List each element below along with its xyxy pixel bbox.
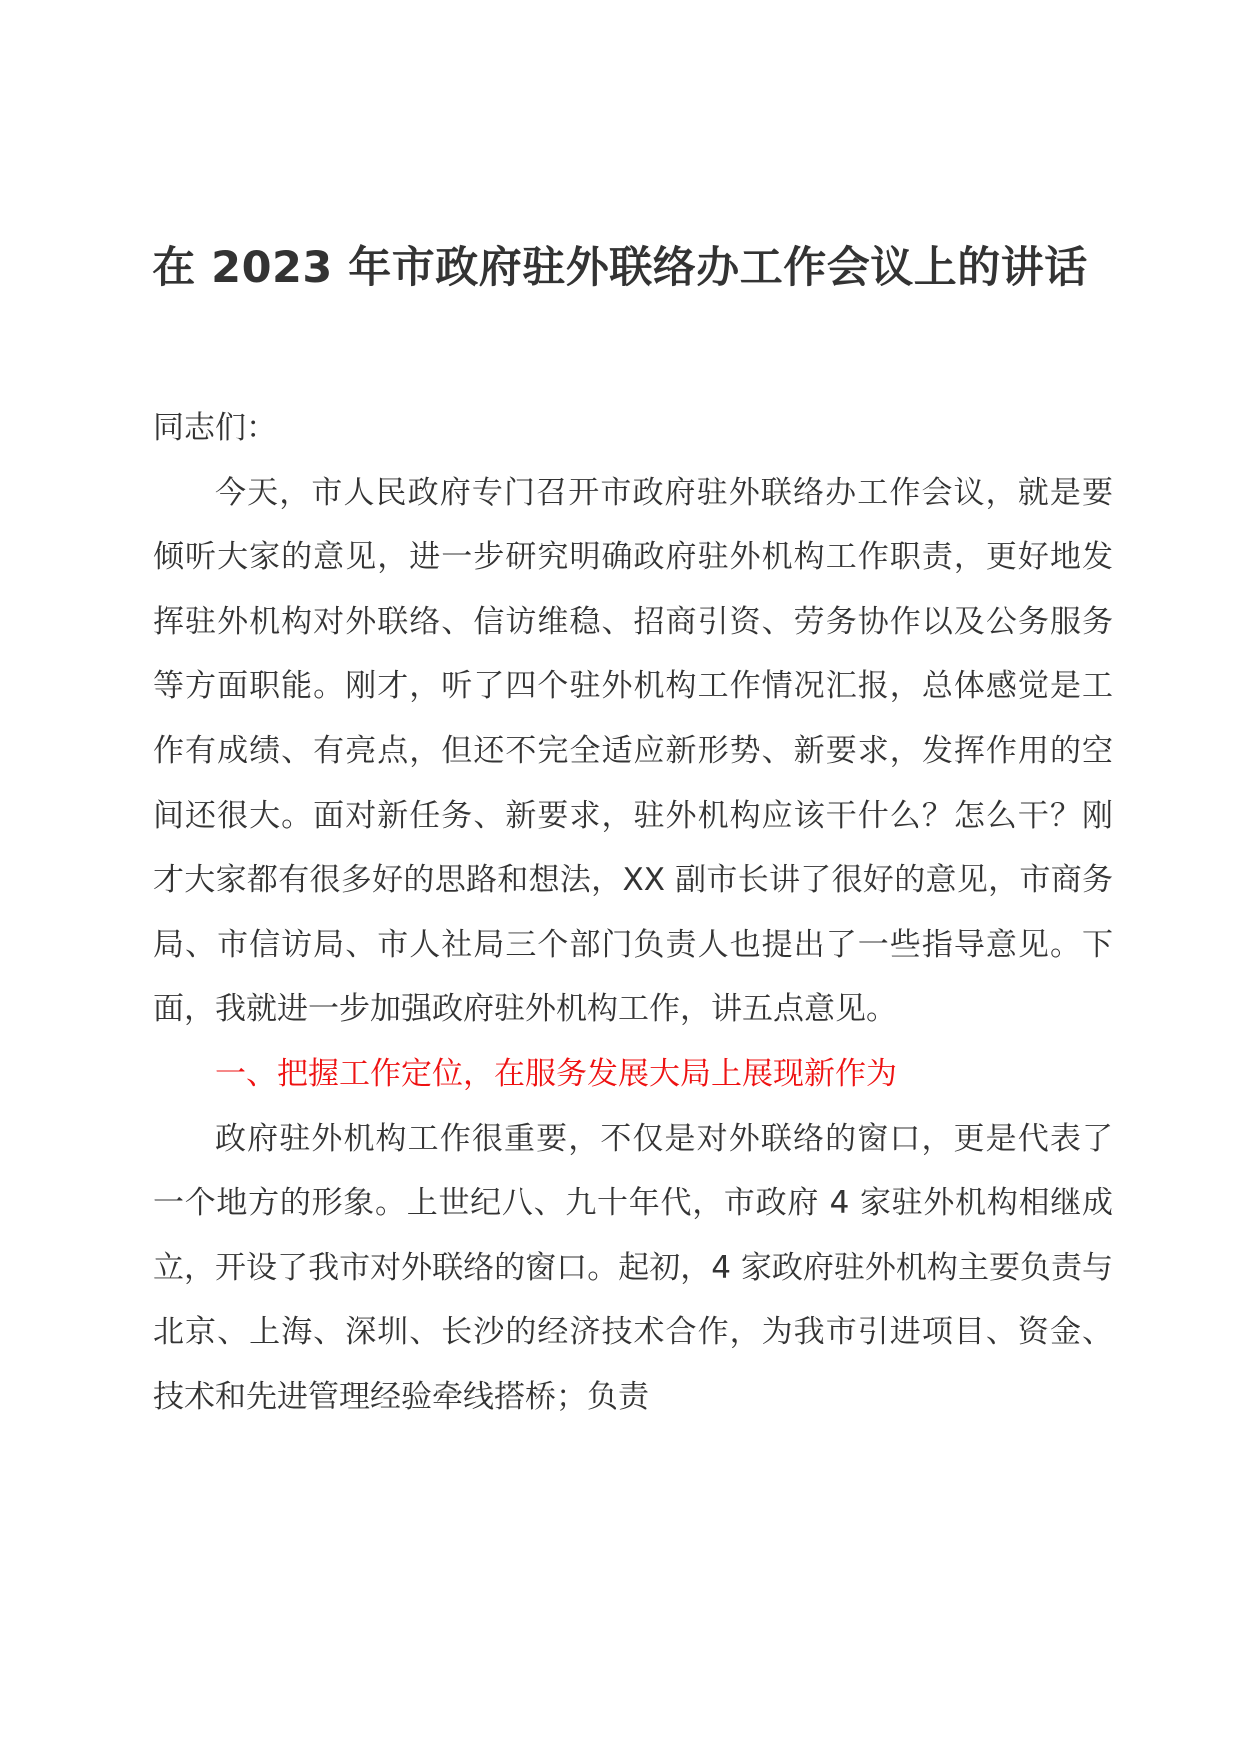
section-heading-1: 一、把握工作定位，在服务发展大局上展现新作为 xyxy=(215,1055,897,1092)
document-title: 在 2023 年市政府驻外联络办工作会议上的讲话 xyxy=(152,243,1088,293)
document-body xyxy=(153,396,1113,1430)
paragraph-section-1: 政府驻外机构工作很重要，不仅是对外联络的窗口，更是代表了一个地方的形象。上世纪八、九十年代，市政府 4 家驻外机构相继成立，开设了我市对外联络的窗口。起初，4 家政府驻外机构主要负责与北京、上海、深圳、长沙的经济技术合作，为我市引进项目、资金、技术和先进管理经验牵线搭桥；负责 xyxy=(153,1120,1113,1415)
salutation: 同志们： xyxy=(153,410,277,446)
paragraph-opening: 今天，市人民政府专门召开市政府驻外联络办工作会议，就是要倾听大家的意见，进一步研究明确政府驻外机构工作职责，更好地发挥驻外机构对外联络、信访维稳、招商引资、劳务协作以及公务服务等方面职能。刚才，听了四个驻外机构工作情况汇报，总体感觉是工作有成绩、有亮点，但还不完全适应新形势、新要求，发挥作用的空间还很大。面对新任务、新要求，驻外机构应该干什么？怎么干？刚才大家都有很多好的思路和想法，XX 副市长讲了很好的意见，市商务局、市信访局、市人社局三个部门负责人也提出了一些指导意见。下面，我就进一步加强政府驻外机构工作，讲五点意见。 xyxy=(153,474,1113,1028)
